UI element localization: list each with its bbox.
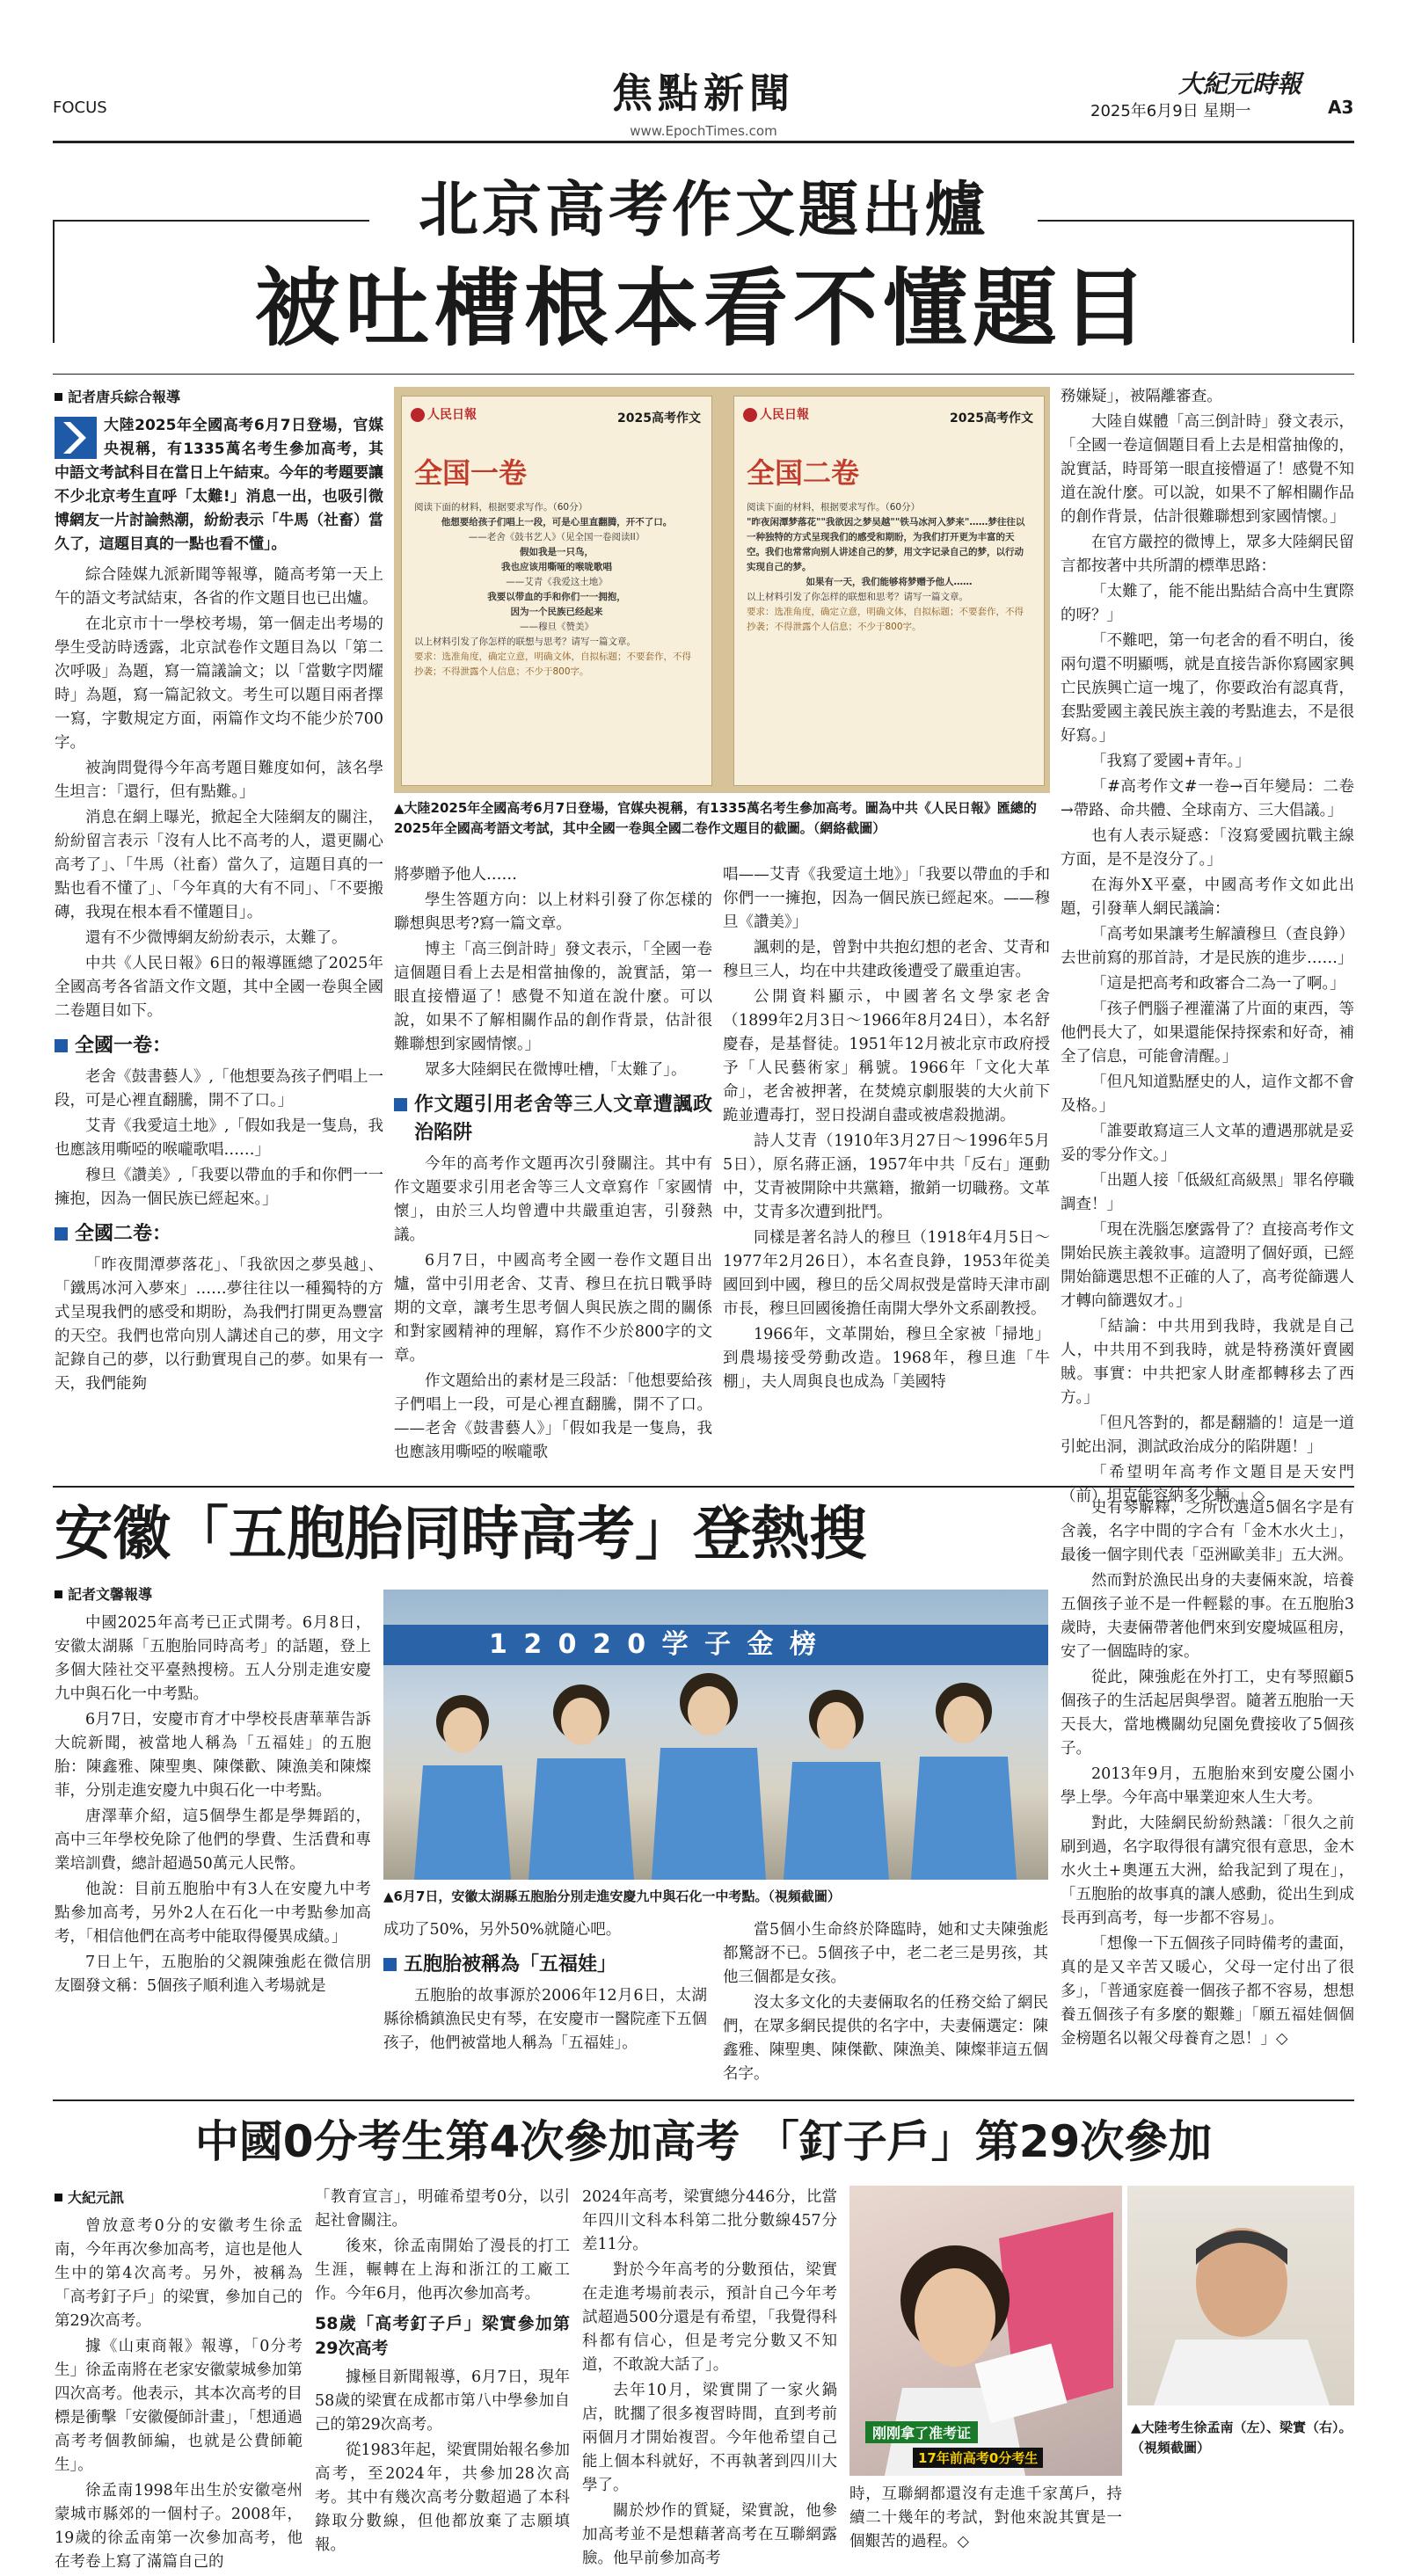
subhead-wufuwa: 五胞胎被稱為「五福娃」 — [383, 1951, 707, 1979]
para: 對此，大陸網民紛紛熱議：「很久之前刷到過，名字取得很有講究很有意思，金木水火土+奧運五大洲，給我記到了現在」，「五胞胎的故事真的讓人感動，從出生到成長再到高考，每一步都不容易」。 — [1061, 1815, 1354, 1927]
para: 「昨夜閒潭夢落花」、「我欲因之夢吳越」、「鐵馬冰河入夢來」……夢往往以一種獨特的方式呈現我們的感受和期盼，為我們打開更為豐富的天空。我們也常向別人講述自己的夢，用文字記錄自己的夢，以行動實現自己的夢。如果有一天，我們能夠 — [55, 1256, 383, 1393]
para: 作文題給出的素材是三段話：「他想要給孩子們唱上一段，可是心裡直翻騰，開不了口。——老舍《鼓書藝人》」「假如我是一隻鳥，我也應該用嘶啞的喉嚨歌 — [394, 1372, 712, 1461]
para: 「誰要敢寫這三人文革的遭遇那就是妥妥的零分作文。」 — [1061, 1123, 1354, 1164]
para: 從1983年起，梁實開始報名參加高考，至2024年，共參加28次高考。其中有幾次高考分數超過了本科錄取分數線，但他都放棄了志願填報。 — [315, 2441, 570, 2554]
headline-line-right — [1038, 220, 1354, 222]
quintuplets-caption: ▲6月7日，安徽太湖縣五胞胎分別走進安慶九中與石化一中考點。（視頻截圖） — [383, 1888, 841, 1904]
section-en: FOCUS — [53, 98, 107, 117]
exam-card-1: 人民日報 2025高考作文 全国一卷 阅读下面的材料，根据要求写作。（60分） 他想要给孩子们唱上一段，可是心里直翻腾，开不了口。 ——老舍《鼓书艺人》（见全国一卷阅读II） 假如我是一只鸟， 我也应该用嘶哑的喉咙歌唱 ——艾青《我爱这土地》 我要以带血的手和你们一一拥抱， 因为一个民族已经起来 ——穆旦《赞美》 以上材料引发了你怎样的联想与思考？请写一篇文章。 要求：选准角度，确定立意，明确文体，自拟标题；不要套作，不得抄袭；不得泄露个人信息；不少于800字。 — [401, 396, 712, 786]
para: 成功了50%，另外50%就隨心吧。 — [383, 1921, 622, 1939]
para: 曾放意考0分的安徽考生徐孟南，今年再次參加高考，這也是他人生中的第4次高考。另外，被稱為「高考釘子戶」的梁實，參加自己的第29次高考。 — [55, 2217, 303, 2330]
page-number: A3 — [1328, 97, 1354, 118]
blue-square-icon — [55, 1039, 68, 1052]
byline-3: 大紀元訊 — [55, 2186, 303, 2209]
para: 唱——艾青《我愛這土地》」「我要以帶血的手和你們一一擁抱，因為一個民族已經起來。——穆旦《讚美》」 — [723, 866, 1050, 931]
photo-banner: 1 2 0 2 0 学 子 金 榜 — [383, 1625, 1048, 1665]
para: 當5個小生命終於降臨時，她和丈夫陳強彪都驚訝不已。5個孩子中，老二老三是男孩，其他三個都是女孩。 — [723, 1921, 1048, 1986]
para: 中國2025年高考已正式開考。6月8日，安徽太湖縣「五胞胎同時高考」的話題，登上多個大陸社交平臺熱搜榜。五人分別走進安慶九中與石化一中考點。 — [55, 1614, 371, 1703]
para: 將夢贈予他人…… — [394, 866, 517, 884]
article1-top-rule — [53, 374, 1354, 375]
article1-col1 — [55, 385, 383, 1398]
byline-1: 記者唐兵綜合報導 — [55, 385, 383, 409]
subhead-quanguo-2: 全國二卷： — [55, 1220, 383, 1248]
para: 「想像一下五個孩子同時備考的畫面，真的是又辛苦又暖心，父母一定付出了很多」，「普通家庭養一個孩子都不容易，想想養五個孩子有多麼的艱難」「願五福娃個個金榜題名以報父母養育之恩！」◇ — [1061, 1935, 1354, 2048]
article3-col1 — [55, 2186, 303, 2576]
blue-square-icon — [55, 1227, 68, 1241]
para: 老舍《鼓書藝人》,「他想要為孩子們唱上一段，可是心裡直翻騰，開不了口。」 — [55, 1068, 383, 1110]
para: 穆旦《讚美》,「我要以帶血的手和你們一一擁抱，因為一個民族已經起來。」 — [55, 1167, 383, 1208]
xu-liang-caption: ▲大陸考生徐孟南（左）、梁實（右）。（視頻截圖） — [1131, 2420, 1352, 2456]
para: 「希望明年高考作文題目是天安門（前）坦克能容納多少輛。」◇ — [1061, 1464, 1354, 1505]
headline-2: 安徽「五胞胎同時高考」登熱搜 — [55, 1500, 867, 1568]
para: 學生答題方向：以上材料引發了你怎樣的聯想與思考?寫一篇文章。 — [394, 891, 712, 933]
date: 2025年6月9日 星期一 — [1090, 102, 1251, 120]
para: 「但凡答對的，都是翻牆的！這是一道引蛇出洞，測試政治成分的陷阱題！」 — [1061, 1415, 1354, 1456]
article2-bottom-rule — [53, 2099, 1354, 2101]
para: 時，互聯網都還沒有走進千家萬戶，持續二十幾年的考試，對他來說其實是一個艱苦的過程。◇ — [849, 2485, 1122, 2551]
article2-col4 — [1061, 1496, 1354, 2053]
article1-bottom-rule — [53, 1486, 1354, 1488]
liang-shi-photo — [1127, 2186, 1354, 2405]
para: 2013年9月，五胞胎來到安慶公園小學上學。今年高中畢業迎來人生大考。 — [1061, 1765, 1354, 1807]
para: 也有人表示疑惑：「沒寫愛國抗戰主線方面，是不是沒分了。」 — [1061, 827, 1354, 869]
article1-col3 — [723, 863, 1050, 1396]
para: 五胞胎的故事源於2006年12月6日，太湖縣徐橋鎮漁民史有琴，在安慶市一醫院產下五個孩子，他們被當地人稱為「五福娃」。 — [383, 1987, 707, 2052]
para: 中共《人民日報》6日的報導匯總了2025年全國高考各省語文作文題，其中全國一卷與全國二卷題目如下。 — [55, 955, 383, 1020]
para: 沒太多文化的夫妻倆取名的任務交給了網民們，在眾多網民提供的名字中，夫妻倆選定：陳鑫雅、陳聖奧、陳傑歡、陳漁美、陳燦菲這五個名字。 — [723, 1994, 1048, 2083]
subhead-dingzihu: 58歲「高考釘子戶」梁實參加第29次高考 — [315, 2314, 570, 2358]
article1-col2 — [394, 863, 712, 1466]
para: 唐澤華介紹，這5個學生都是學舞蹈的，高中三年學校免除了他們的學費、生活費和專業培訓費，總計超過50萬元人民幣。 — [55, 1808, 371, 1873]
subhead-political-trap: 作文題引用老舍等三人文章遭諷政治陷阱 — [394, 1091, 712, 1147]
para: 7日上午，五胞胎的父親陳強彪在微信朋友圈發文稱：5個孩子順利進入考場就是 — [55, 1954, 371, 1995]
card-year: 2025高考作文 — [950, 411, 1033, 426]
para: 2024年高考，梁實總分446分，比當年四川文科本科第二批分數線457分差11分。 — [582, 2188, 837, 2253]
para: 「我寫了愛國+青年。」 — [1091, 753, 1250, 770]
para: 「#高考作文#一卷→百年變局：二卷→帶路、命共體、全球南方、三大倡議。」 — [1061, 778, 1354, 819]
subhead-quanguo-1: 全國一卷： — [55, 1032, 383, 1060]
para: 「這是把高考和政審合二為一了啊。」 — [1091, 975, 1345, 993]
para: 後來，徐孟南開始了漫長的打工生涯，輾轉在上海和浙江的工廠工作。今年6月，他再次參加高考。 — [315, 2238, 570, 2303]
chevron-right-icon — [55, 417, 97, 459]
para: 據極目新聞報導，6月7日，現年58歲的梁實在成都市第八中學參加自己的第29次高考。 — [315, 2369, 570, 2434]
headline-1b: 被吐槽根本看不懂題目 — [255, 258, 1152, 358]
article2-col2 — [383, 1918, 707, 2057]
para: 「教育宣言」，明確希望考0分，以引起社會關注。 — [315, 2188, 570, 2230]
blue-square-icon — [383, 1958, 397, 1971]
para: 在海外X平臺，中國高考作文如此出題，引發華人網民議論： — [1061, 877, 1354, 918]
card-title: 全国二卷 — [747, 456, 860, 490]
card-title: 全国一卷 — [414, 456, 528, 490]
para: 對於今年高考的分數預估，梁實在走進考場前表示，預計自己今年考試超過500分還是有希望，「我覺得科科都有信心，但是考完分數又不知道，不敢說大話了」。 — [582, 2261, 837, 2374]
exam-image — [394, 387, 1050, 793]
para: 在北京市十一學校考場，第一個走出考場的學生受訪時透露，北京試卷作文題目為以「第二次呼吸」為題，寫一篇議論文；以「當數字閃耀時」為題，寫一篇記敘文。考生可以題目兩者擇一寫，字數規定方面，兩篇作文均不能少於700字。 — [55, 615, 383, 752]
para: 「現在洗腦怎麼露骨了？直接高考作文開始民族主義敘事。這證明了個好頭，已經開始篩選思想不正確的人了，高考從篩選人才轉向篩選奴才。」 — [1061, 1221, 1354, 1310]
square-bullet-icon — [55, 2194, 62, 2201]
byline-2: 記者文馨報導 — [55, 1583, 371, 1606]
para: 關於炒作的質疑，梁實說，他參加高考並不是想藉著高考在互聯網露臉。他早前參加高考 — [582, 2502, 837, 2567]
para: 他說：目前五胞胎中有3人在安慶九中考點參加高考，另外2人在石化一中考點參加高考，「相信他們在高考中能取得優異成績。」 — [55, 1881, 371, 1946]
site-url: www.EpochTimes.com — [630, 123, 777, 139]
para: 今年的高考作文題再次引發關注。其中有作文題要求引用老舍等三人文章寫作「家國情懷」，由於三人均曾遭中共嚴重迫害，引發熱議。 — [394, 1155, 712, 1244]
exam-image-caption: ▲大陸2025年全國高考6月7日登場，官媒央視稱，有1335萬名考生參加高考。圖為中共《人民日報》匯總的2025年全國高考語文考試，其中全國一卷與全國二卷作文題目的截圖。（網絡截圖） — [394, 800, 1037, 836]
masthead: 大紀元時報 — [1178, 69, 1302, 98]
para: 「但凡知道點歷史的人，這作文都不會及格。」 — [1061, 1073, 1354, 1115]
para: 6月7日，安慶市育才中學校長唐華華告訴大皖新聞，被當地人稱為「五福娃」的五胞胎：陳鑫雅、陳聖奧、陳傑歡、陳漁美和陳燦菲，分別走進安慶九中與石化一中考點。 — [55, 1711, 371, 1800]
headline-3: 中國0分考生第4次參加高考 「釘子戶」第29次參加 — [194, 2116, 1213, 2167]
para: 徐孟南1998年出生於安徽亳州蒙城市縣郊的一個村子。2008年，19歲的徐孟南第一次參加高考，他在考卷上寫了滿篇自己的 — [55, 2482, 303, 2571]
para: 諷刺的是，曾對中共抱幻想的老舍、艾青和穆旦三人，均在中共建政後遭受了嚴重迫害。 — [723, 939, 1050, 980]
exam-card-2: 人民日報 2025高考作文 全国二卷 阅读下面的材料，根据要求写作。（60分） "昨夜闲潭梦落花""我欲因之梦吴越""铁马冰河入梦来"……梦往往以一种独特的方式呈现我们的感受和期盼，为我们打开更为丰富的天空。我们也常常向别人讲述自己的梦，用文字记录自己的梦，以行动实现自己的梦。 如果有一天，我们能够将梦赠予他人…… 以上材料引发了你怎样的联想和思考？请写一篇文章。 要求：选准角度，确定立意，明确文体，自拟标题；不要套作，不得抄袭；不得泄露个人信息；不少于800字。 — [733, 396, 1045, 786]
xu-mengnan-photo — [849, 2186, 1122, 2476]
para: 還有不少微博網友紛紛表示，太難了。 — [85, 929, 347, 947]
para: 務嫌疑」，被隔離審查。 — [1061, 388, 1222, 405]
para: 然而對於漁民出身的夫妻倆來說，培養五個孩子並不是一件輕鬆的事。在五胞胎3歲時，夫妻倆帶著他們來到安慶城區租房，安了一個臨時的家。 — [1061, 1572, 1354, 1661]
article1-col4 — [1061, 385, 1354, 1510]
para: 1966年，文革開始，穆旦全家被「掃地」到農場接受勞動改造。1968年，穆旦進「牛棚」，夫人周與良也成為「美國特 — [723, 1326, 1050, 1391]
article2-col3 — [723, 1918, 1048, 2088]
para: 「高考如果讓考生解讀穆旦（查良錚）去世前寫的那首詩，才是民族的進步……」 — [1061, 926, 1354, 967]
para: 6月7日，中國高考全國一卷作文題目出爐，當中引用老舍、艾青、穆旦在抗日戰爭時期的文章，讓考生思考個人與民族之間的關係和對家國精神的理解，寫作不少於800字的文章。 — [394, 1252, 712, 1364]
para: 「出題人接「低級紅高級黑」罪名停職調查！」 — [1061, 1172, 1354, 1213]
para: 綜合陸媒九派新聞等報導，隨高考第一天上午的語文考試結束，各省的作文題目也已出爐。 — [55, 566, 383, 608]
overlay-label-1: 刚刚拿了准考证 — [865, 2421, 978, 2443]
para: 在官方嚴控的微博上，眾多大陸網民留言都按著中共所謂的標準思路： — [1061, 534, 1354, 575]
quintuplets-photo — [383, 1590, 1048, 1880]
headline-line-left — [53, 220, 369, 222]
para: 據《山東商報》報導，「0分考生」徐孟南將在老家安徽蒙城參加第四次高考。他表示，其本次高考的目標是衝擊「安徽優師計畫」，「想通過高考考個教師編，也就是公費師範生」。 — [55, 2338, 303, 2474]
para: 「孩子們腦子裡灌滿了片面的東西，等他們長大了，如果還能保持探索和好奇，補全了信息，可能會清醒。」 — [1061, 1001, 1354, 1066]
para: 公開資料顯示，中國著名文學家老舍（1899年2月3日～1966年8月24日），本名舒慶春，是基督徒。1951年12月被北京市政府授予「人民藝術家」稱號。1966年「文化大革命」，老舍被押著，在焚燒京劇服裝的大火前下跪並遭毒打，翌日投湖自盡或被虐殺拋湖。 — [723, 988, 1050, 1124]
headline-1a: 北京高考作文題出爐 — [418, 176, 988, 245]
article3-col3 — [582, 2186, 837, 2572]
article2-col1 — [55, 1583, 371, 2000]
para: 史有琴解釋，之所以選這5個名字是有含義，名字中間的字合有「金木水火土」，最後一個字則代表「亞洲歐美非」五大洲。 — [1061, 1499, 1354, 1564]
five-students-figure — [383, 1590, 1048, 1880]
section-title: 焦點新聞 — [612, 69, 795, 117]
para: 同樣是著名詩人的穆旦（1918年4月5日～1977年2月26日），本名查良錚，1953年從美國回到中國，穆旦的岳父周叔弢是當時天津市副市長，穆旦回國後擔任南開大學外文系副教授。 — [723, 1229, 1050, 1318]
header-rule — [53, 141, 1354, 143]
article3-col2 — [315, 2186, 570, 2559]
para: 詩人艾青（1910年3月27日～1996年5月5日），原名蔣正涵，1957年中共「反右」運動中，艾青被開除中共黨籍，撤銷一切職務。文革中，艾青多次遭到批鬥。 — [723, 1132, 1050, 1221]
para: 去年10月，梁實開了一家火鍋店，眈擱了很多複習時間，直到考前兩個月才開始複習。今年他希望自己能上個本科就好，不再執著到四川大學了。 — [582, 2382, 837, 2494]
para: 「結論：中共用到我時，我就是自己人，中共用不到我時，就是特務漢奸賣國賊。事實：中共把家人財產都轉移去了西方。」 — [1061, 1318, 1354, 1407]
card-year: 2025高考作文 — [617, 411, 701, 426]
para: 「太難了，能不能出點結合高中生實際的呀？」 — [1061, 583, 1354, 624]
square-bullet-icon — [55, 1590, 62, 1598]
brand-logo: 人民日報 — [743, 405, 809, 423]
para: 眾多大陸網民在微博吐槽，「太難了」。 — [425, 1061, 687, 1079]
para: 從此，陳強彪在外打工，史有琴照顧5個孩子的生活起居與學習。隨著五胞胎一天天長大，當地機關幼兒園免費接收了5個孩子。 — [1061, 1669, 1354, 1757]
para: 大陸自媒體「高三倒計時」發文表示，「全國一卷這個題目看上去是相當抽像的，說實話，時哥第一眼直接懵逼了！感覺不知道在說什麼。可以說，如果不了解相關作品的創作背景，估計很難聯想到家國情懷。」 — [1061, 413, 1354, 526]
para: 消息在網上曝光，掀起全大陸網友的關注，紛紛留言表示「沒有人比不高考的人，還更關心高考了」、「牛馬（社畜）當久了，這題目真的一點也看不懂了」、「今年真的大有不同」、「不要搬磚，我現在根本看不懂題目」。 — [55, 809, 383, 921]
overlay-label-2: 17年前高考0分考生 — [913, 2448, 1043, 2468]
para: 艾青《我愛這土地》,「假如我是一隻鳥，我也應該用嘶啞的喉嚨歌唱……」 — [55, 1117, 383, 1159]
blue-square-icon — [394, 1098, 407, 1111]
para: 博主「高三倒計時」發文表示，「全國一卷這個題目看上去是相當抽像的，說實話，第一眼直接懵逼了！感覺不知道在說什麼。可以說，如果不了解相關作品的創作背景，估計很難聯想到家國情懷。」 — [394, 941, 712, 1053]
lead-paragraph: 大陸2025年全國高考6月7日登場，官媒央視稱，有1335萬名考生參加高考，其中語文考試科目在當日上午結束。今年的考題要讓不少北京考生直呼「太難!」消息一出，也吸引微博網友一片討論熱潮，紛紛表示「牛馬（社畜）當久了，這題目真的一點也看不懂」。 — [55, 417, 383, 553]
para: 「不難吧，第一句老舍的看不明白，後兩句還不明顯嗎，就是直接告訴你寫國家興亡民族興亡這一塊了，你要政治有認真背，套點愛國主義民族主義的考點進去，不是很好寫。」 — [1061, 632, 1354, 745]
square-bullet-icon — [55, 393, 62, 401]
para: 被詢問覺得今年高考題目難度如何，該名學生坦言：「還行，但有點難。」 — [55, 760, 383, 801]
brand-logo: 人民日報 — [411, 405, 477, 423]
article3-col3b — [849, 2483, 1122, 2556]
